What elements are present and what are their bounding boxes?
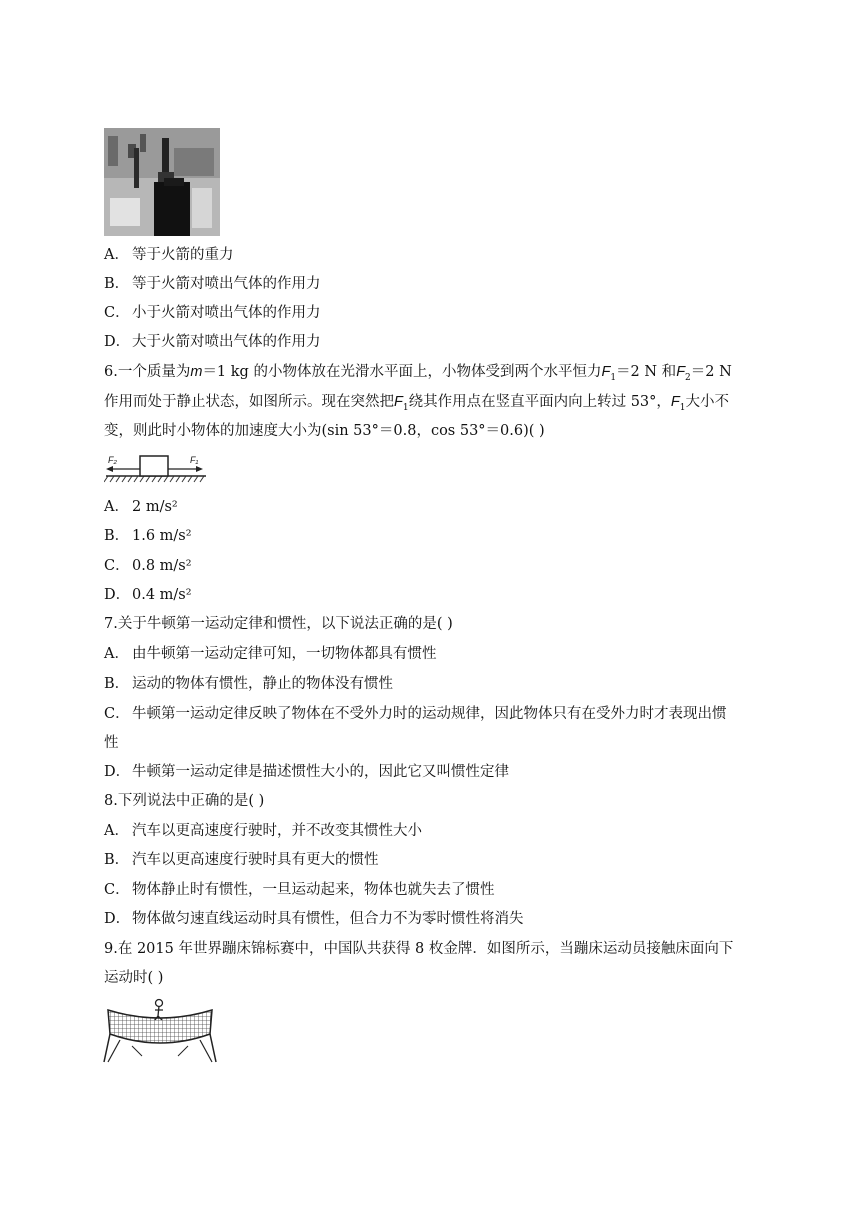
q6-option-d[interactable]: D． 0.4 m/s²	[104, 587, 192, 603]
q6-stem-line1: 6.一个质量为m＝1 kg 的小物体放在光滑水平面上，小物体受到两个水平恒力$F_1=2$ N 和$F_2=2$ N	[104, 364, 732, 383]
q9-stem-line2: 运动时( )	[104, 970, 164, 986]
q6-stem-line3: 变，则此时小物体的加速度大小为(sin 53°＝0.8，cos 53°＝0.6)( )	[104, 423, 545, 439]
q7-option-c-continued: 性	[104, 735, 119, 751]
q8-option-c[interactable]: C． 物体静止时有惯性，一旦运动起来，物体也就失去了惯性	[104, 882, 495, 898]
q8-option-a[interactable]: A． 汽车以更高速度行驶时，并不改变其惯性大小	[104, 823, 422, 839]
q7-option-c[interactable]: C． 牛顿第一运动定律反映了物体在不受外力时的运动规律，因此物体只有在受外力时才表现出惯	[104, 706, 727, 722]
q9-stem-line1: 9.在 2015 年世界蹦床锦标赛中，中国队共获得 8 枚金牌．如图所示，当蹦床运动员接触床面向下	[104, 941, 734, 957]
q7-option-a[interactable]: A． 由牛顿第一运动定律可知，一切物体都具有惯性	[104, 646, 437, 662]
q6-stem-line2: 作用而处于静止状态，如图所示。现在突然把$F_1$绕其作用点在竖直平面内向上转过 53°，$F_1$大小不	[104, 394, 729, 413]
option-a[interactable]: A． 等于火箭的重力	[104, 247, 234, 263]
q8-option-b[interactable]: B． 汽车以更高速度行驶时具有更大的惯性	[104, 852, 379, 868]
rocket-launch-image	[104, 128, 220, 236]
q7-stem: 7.关于牛顿第一运动定律和惯性，以下说法正确的是( )	[104, 616, 453, 632]
label-f2: F₂	[108, 455, 117, 465]
q6-option-b[interactable]: B． 1.6 m/s²	[104, 528, 192, 544]
option-b[interactable]: B． 等于火箭对喷出气体的作用力	[104, 276, 321, 292]
label-f1: F₁	[190, 455, 199, 465]
q8-stem: 8.下列说法中正确的是( )	[104, 793, 265, 809]
trampoline-figure	[102, 996, 218, 1064]
q8-option-d[interactable]: D． 物体做匀速直线运动时具有惯性，但合力不为零时惯性将消失	[104, 911, 524, 927]
q6-option-c[interactable]: C． 0.8 m/s²	[104, 558, 192, 574]
q7-option-b[interactable]: B． 运动的物体有惯性，静止的物体没有惯性	[104, 676, 393, 692]
option-d[interactable]: D． 大于火箭对喷出气体的作用力	[104, 334, 321, 350]
force-block-figure	[104, 452, 208, 486]
option-c[interactable]: C． 小于火箭对喷出气体的作用力	[104, 305, 321, 321]
q6-option-a[interactable]: A． 2 m/s²	[104, 499, 178, 515]
q7-option-d[interactable]: D． 牛顿第一运动定律是描述惯性大小的，因此它又叫惯性定律	[104, 764, 509, 780]
